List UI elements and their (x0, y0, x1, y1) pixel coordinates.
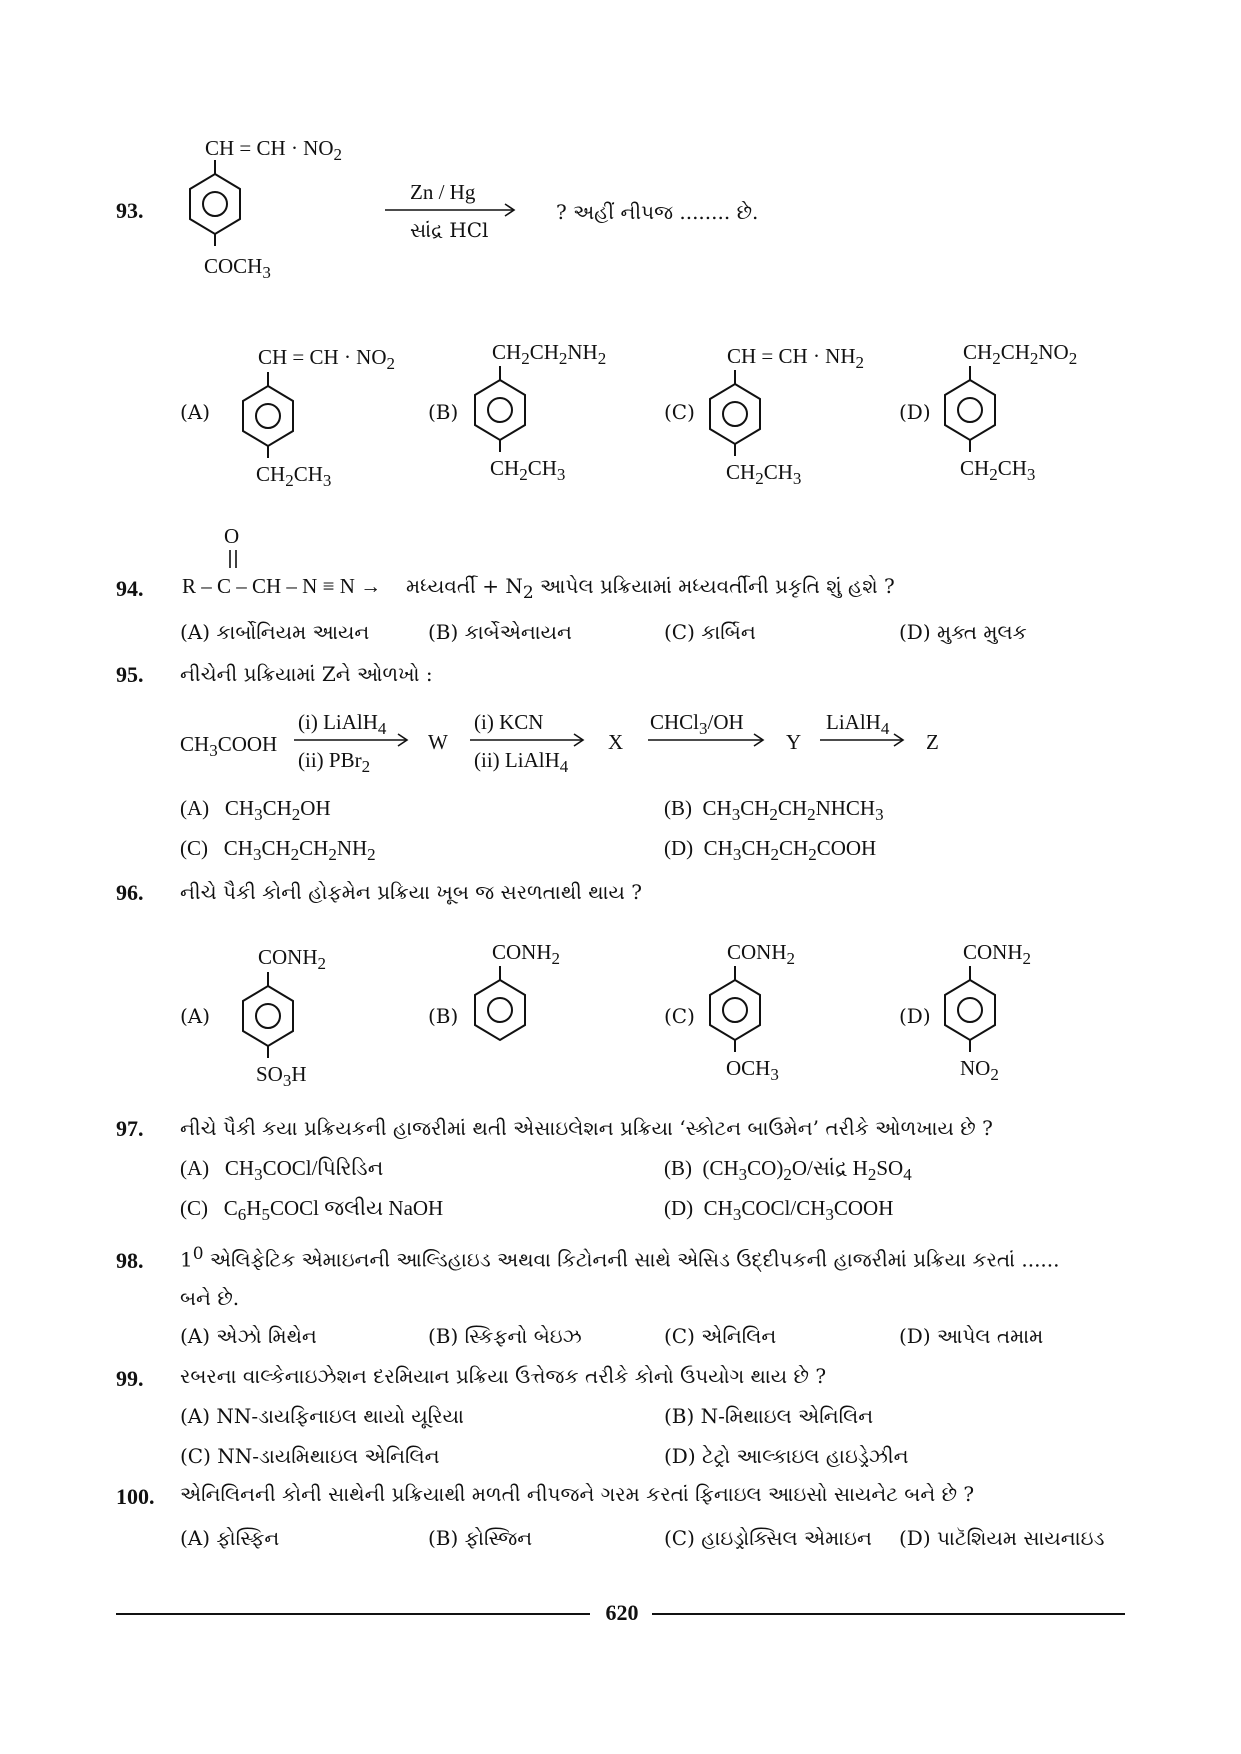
q99-option-a: (A) NN-ડાયફિનાઇલ થાયો યૂરિયા (180, 1404, 464, 1428)
q97-option-b: (B) $(CH_3CO)_2O/સાંદ્ર$ $H_2SO_4$ (664, 1156, 912, 1185)
question-text-96: નીચે પૈકી કોની હોફમેન પ્રક્રિયા ખૂબ જ સરળતાથી થાય ? (180, 880, 642, 904)
q97-option-a: (A) $CH_3COCl/પિરિડિન$ (180, 1156, 384, 1185)
intermediate-x: X (608, 730, 624, 754)
question-number-97: 97. (116, 1116, 144, 1141)
reactant-bottom-group: $COCH_3$ (204, 254, 271, 283)
q98-option-c: (C) એનિલિન (664, 1324, 777, 1348)
benzene-ring-q96-d (935, 966, 1005, 1066)
reaction-arrow-4 (820, 733, 910, 747)
question-text-95: નીચેની પ્રક્રિયામાં Zને ઓળખો : (180, 662, 433, 686)
carbonyl-oxygen: O (224, 524, 240, 548)
q100-option-d: (D) પાટૅશિયમ સાયનાઇડ (899, 1526, 1105, 1550)
q94-option-b: (B) કાર્બેએનાયન (428, 620, 572, 644)
reaction-arrow (385, 203, 520, 217)
q99-option-d: (D) ટેટ્રો આલ્કાઇલ હાઇડ્રેઝીન (664, 1444, 909, 1468)
q97-option-d: (D) $CH_3COCl/CH_3COOH$ (664, 1196, 894, 1225)
question-number-100: 100. (116, 1484, 155, 1509)
q99-option-b: (B) N-મિથાઇલ એનિલિન (664, 1404, 874, 1428)
q98-option-d: (D) આપેલ તમામ (899, 1324, 1044, 1348)
q98-option-a: (A) એઝો મિથેન (180, 1324, 317, 1348)
reagent-3-top: CHCl$_3$/OH (650, 710, 744, 739)
reagent-4-top: LiAlH$_4$ (826, 710, 890, 739)
benzene-ring-q96-a (233, 972, 303, 1072)
benzene-ring-option-a (233, 372, 303, 472)
question-text-99: રબરના વાલ્કેનાઇઝેશન દરમિયાન પ્રક્રિયા ઉત્તેજક તરીકે કોનો ઉપયોગ થાય છે ? (180, 1364, 827, 1388)
page-number: 620 (605, 1600, 639, 1625)
footer-rule-left (116, 1613, 590, 1615)
reagent-top: Zn / Hg (410, 180, 476, 204)
reaction-arrow-1 (294, 733, 414, 747)
q95-option-d: (D) $CH_3CH_2CH_2COOH$ (664, 836, 877, 865)
q99-option-c: (C) NN-ડાયમિથાઇલ એનિલિન (180, 1444, 440, 1468)
reagent-1-bottom: (ii) PBr$_2$ (298, 748, 371, 777)
benzene-ring-option-b (465, 366, 535, 466)
question-number-98: 98. (116, 1248, 144, 1273)
intermediate-y: Y (786, 730, 802, 754)
starting-compound: $CH_3COOH$ (180, 732, 278, 761)
q95-option-a: (A) $CH_3CH_2OH$ (180, 796, 331, 825)
q94-option-a: (A) કાર્બોનિયમ આયન (180, 620, 370, 644)
question-text-98-line1: $1^0$ એલિફેટિક એમાઇનની આલ્ડિહાઇડ અથવા કિટોનની સાથે એસિડ ઉદ્દીપકની હાજરીમાં પ્રક્રિયા કરતાં ...... (180, 1244, 1060, 1272)
question-number-95: 95. (116, 662, 144, 687)
benzene-ring-q96-c (700, 966, 770, 1066)
q100-option-b: (B) ફોસ્જિન (428, 1526, 533, 1550)
question-text-100: એનિલિનની કોની સાથેની પ્રક્રિયાથી મળતી નીપજને ગરમ કરતાં ફિનાઇલ આઇસો સાયનેટ બને છે ? (180, 1482, 975, 1506)
question-number-93: 93. (116, 198, 144, 223)
reagent-bottom: સાંદ્ર HCl (410, 218, 489, 242)
benzene-ring-option-d (935, 366, 1005, 466)
intermediate-w: W (428, 730, 448, 754)
question-number-99: 99. (116, 1366, 144, 1391)
question-text-93: ? અહીં નીપજ ........ છે. (556, 200, 759, 224)
footer-rule-right (652, 1613, 1125, 1615)
benzene-ring-q96-b (465, 966, 535, 1046)
carbonyl-double-bond (226, 550, 240, 570)
q97-option-c: (C) $C_6H_5COCl$ જલીય NaOH (180, 1196, 444, 1225)
question-number-94: 94. (116, 576, 144, 601)
reagent-1-top: (i) LiAlH$_4$ (298, 710, 387, 739)
product-z: Z (926, 730, 939, 754)
reagent-2-top: (i) KCN (474, 710, 544, 734)
q94-option-d: (D) મુક્ત મુલક (899, 620, 1027, 644)
reagent-2-bottom: (ii) LiAlH$_4$ (474, 748, 569, 777)
q94-option-c: (C) કાર્બિન (664, 620, 756, 644)
question-text-98-line2: બને છે. (180, 1286, 240, 1310)
question-number-96: 96. (116, 880, 144, 905)
reaction-arrow-2 (470, 733, 590, 747)
question-text-94: મધ્યવર્તી + $N_2$ આપેલ પ્રક્રિયામાં મધ્યવર્તીની પ્રકૃતિ શું હશે ? (406, 574, 895, 603)
benzene-ring-option-c (700, 370, 770, 470)
q98-option-b: (B) સ્કિફનો બેઇઝ (428, 1324, 582, 1348)
question-text-97: નીચે પૈકી કયા પ્રક્રિયકની હાજરીમાં થતી એસાઇલેશન પ્રક્રિયા ‘સ્કોટન બાઉમેન’ તરીકે ઓળખાય છે ? (180, 1116, 993, 1140)
diazo-structure: R – C – CH – N ≡ N → (182, 574, 382, 598)
q95-option-b: (B) $CH_3CH_2CH_2NHCH_3$ (664, 796, 884, 825)
benzene-ring-reactant (180, 160, 250, 260)
reaction-arrow-3 (648, 733, 770, 747)
reactant-top-group: CH = CH · $NO_2$ (205, 136, 343, 165)
q100-option-c: (C) હાઇડ્રોક્સિલ એમાઇન (664, 1526, 872, 1550)
q95-option-c: (C) $CH_3CH_2CH_2NH_2$ (180, 836, 376, 865)
q100-option-a: (A) ફોસ્ફિન (180, 1526, 280, 1550)
